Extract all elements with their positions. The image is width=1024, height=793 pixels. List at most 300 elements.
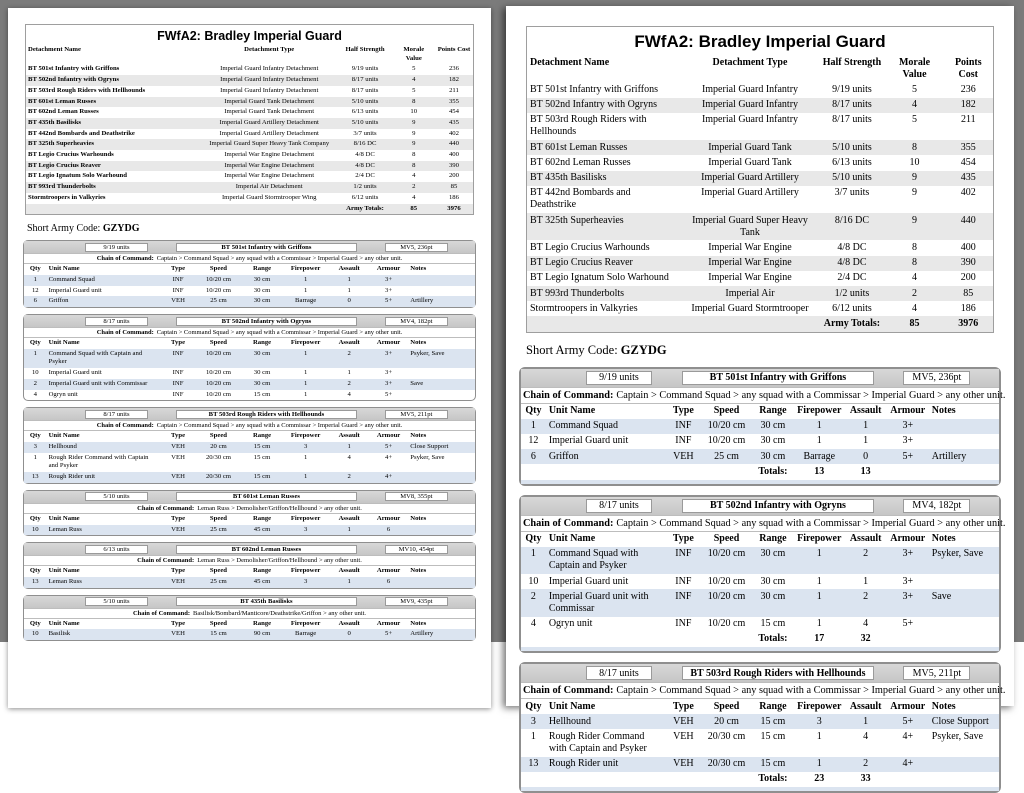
unit-totals-row [521,772,999,787]
chain-of-command [24,327,475,338]
table-cell: INF [675,618,692,630]
table-cell [929,632,999,647]
table-cell: Imperial Guard Artillery Detachment [219,118,319,126]
header-cell: Half Strength [822,56,882,68]
table-cell: Command Squad [48,275,95,283]
table-cell: BT Legio Crucius Reaver [28,161,101,169]
header-cell: Type [672,700,694,712]
table-cell: 9 [911,214,917,226]
detachment-units: 9/19 units [85,243,148,252]
table-cell: 182 [960,99,976,111]
table-cell: 10/20 cm [707,575,746,587]
table-cell: 186 [960,302,976,314]
table-row [24,453,475,472]
unit-body [24,629,475,640]
detachment-mv: MV4, 182pt [385,317,448,326]
table-cell: 211 [960,114,976,126]
chain-label: Chain of Command: [523,685,614,696]
header-cell: Points Cost [954,56,982,80]
table-cell: INF [172,349,184,357]
table-cell: 15 cm [760,715,786,727]
table-cell: 1 [816,618,822,630]
table-cell: VEH [673,758,694,770]
table-cell: Close Support [931,715,989,727]
table-cell: 4/8 DC [355,151,375,159]
table-cell: 3 [816,715,822,727]
table-cell: 25 cm [210,577,227,585]
table-cell: Stormtroopers in Valkyries [28,193,106,201]
table-cell: 8/17 units [351,76,379,84]
table-cell: Imperial Guard unit [48,286,102,294]
table-cell: 1 [816,435,822,447]
table-cell: 1 [816,420,822,432]
table-cell: 3+ [902,590,914,602]
table-cell: 5+ [385,442,393,450]
table-cell: 5/10 units [832,141,872,153]
table-row [521,449,999,464]
chain-of-command [24,608,475,619]
table-cell: Save [410,379,424,387]
table-cell: 9 [911,172,917,183]
unit-body [24,442,475,483]
header-cell: Unit Name [548,405,596,417]
header-cell: Detachment Type [712,56,788,68]
header-cell: Notes [931,405,956,417]
table-cell: 10/20 cm [707,420,746,432]
table-cell: 440 [960,214,976,226]
header-cell: Firepower [290,339,321,347]
table-cell: 1 [530,548,536,560]
table-cell: 1 [863,420,869,432]
table-cell: 20 cm [210,442,227,450]
table-row [521,714,999,729]
table-cell: 12 [528,435,539,447]
header-cell: Armour [376,339,401,347]
detachment-card [23,240,476,308]
header-cell: Unit Name [48,514,80,522]
detachment-header [24,408,475,420]
header-cell: Speed [209,432,228,440]
table-cell: Psyker, Save [410,349,445,357]
detachment-card [23,595,476,641]
table-cell: 3 [303,525,308,533]
header-cell: Speed [713,533,740,544]
table-row [26,150,473,161]
table-cell: 25 cm [210,525,227,533]
table-cell: 3 [303,442,308,450]
table-cell [682,316,819,331]
header-cell: Notes [410,619,427,627]
table-cell: INF [675,435,692,447]
table-cell: 4 [347,453,351,461]
table-cell: 32 [860,633,871,645]
header-cell: Assault [849,533,882,544]
table-cell: 1 [530,730,536,742]
table-cell: 3976 [447,204,461,212]
detachment-header [521,664,999,682]
table-footer-strip [521,787,999,791]
table-cell: Leman Russ [48,525,82,533]
table-cell: Command Squad [548,420,618,432]
detachment-mv: MV5, 211pt [903,666,970,680]
table-cell: INF [675,590,692,602]
table-cell: 15 cm [210,630,227,638]
header-cell: Morale Value [403,46,425,62]
table-cell [929,419,999,434]
table-cell [929,464,999,479]
header-cell: Firepower [290,514,321,522]
table-cell: BT 993rd Thunderbolts [28,183,96,191]
table-row [26,64,473,75]
table-cell: BT 503rd Rough Riders with Hellhounds [530,114,647,138]
table-cell: Imperial Guard Super Heavy Tank [692,214,808,238]
table-cell: Imperial Guard Artillery Detachment [219,129,319,137]
header-cell: Range [759,533,787,544]
table-cell: 1 [816,590,822,602]
table-cell: 15 cm [253,473,271,481]
table-cell: 6/12 units [832,302,872,314]
unit-body [521,714,999,772]
detachment-header [24,596,475,608]
table-cell: 10/20 cm [205,369,232,377]
table-cell [666,464,702,479]
table-cell: 2 [863,758,869,770]
table-cell: BT 442nd Bombards and Deathstrike [28,129,135,137]
table-cell: 4 [863,618,869,630]
table-cell: INF [172,286,184,294]
table-cell: Imperial Guard Infantry [701,99,799,111]
chain-of-command [24,555,475,566]
table-row [521,617,999,632]
table-cell: 4 [412,172,416,180]
table-cell: 45 cm [253,525,271,533]
table-cell: Imperial Guard unit [548,575,629,587]
header-cell: Range [759,700,787,712]
table-row [527,256,993,271]
detachment-card [23,407,476,484]
table-cell: 1 [347,286,351,294]
header-cell: Speed [209,514,228,522]
table-cell [201,204,337,215]
table-cell: 10/20 cm [205,349,232,357]
table-cell: BT Legio Ignatum Solo Warhound [530,272,669,284]
table-cell: Griffon [48,297,69,305]
table-cell: 4/8 DC [355,161,375,169]
table-cell: 23 [814,773,825,785]
table-cell: 1 [303,349,308,357]
table-cell: Close Support [410,442,449,450]
detachment-mv: MV5, 211pt [385,410,448,419]
header-cell: Notes [410,339,427,347]
header-cell: Qty [29,619,41,627]
table-cell: Imperial Guard Infantry Detachment [220,76,319,84]
table-row [527,98,993,113]
table-cell: 400 [448,151,459,159]
table-cell: BT 601st Leman Russes [530,141,628,153]
table-cell: BT 503rd Rough Riders with Hellhounds [28,86,146,94]
table-row [24,368,475,379]
table-cell [929,772,999,787]
table-cell: Stormtroopers in Valkyries [530,302,638,314]
table-cell: VEH [171,577,185,585]
table-cell: 3+ [902,575,914,587]
table-cell: 1 [530,420,536,432]
detachment-mv: MV8, 355pt [385,492,448,501]
chain-value: Captain > Command Squad > any squad with a Commissar > Imperial Guard > any other unit. [616,685,1006,696]
header-cell: Type [171,432,186,440]
table-cell [408,390,475,401]
table-cell: 4 [530,618,536,630]
header-cell: Assault [849,405,882,417]
header-cell: Range [252,432,272,440]
table-cell: 1 [303,379,308,387]
table-cell [521,464,546,479]
detachment-header [24,491,475,503]
header-cell: Firepower [797,405,842,417]
table-cell: INF [675,548,692,560]
table-cell: 3 [303,577,308,585]
table-cell: 1 [816,758,822,770]
header-cell: Qty [29,432,41,440]
header-cell: Qty [29,265,41,273]
header-cell: Morale Value [898,56,931,80]
table-cell [701,632,752,647]
table-cell: 30 cm [760,575,786,587]
table-cell: Ogryn unit [548,618,593,630]
table-cell: Imperial Guard Tank [708,141,792,153]
table-cell [887,632,929,647]
table-cell: Imperial Guard Infantry [701,83,799,95]
table-cell: 4+ [385,453,393,461]
table-row [24,296,475,307]
header-cell: Range [252,265,272,273]
table-cell: Imperial Air [725,287,775,299]
table-row [527,301,993,316]
table-row [527,271,993,286]
table-cell [666,772,702,787]
table-cell: 3+ [385,286,393,294]
table-cell: 10/20 cm [205,286,232,294]
table-cell: INF [172,369,184,377]
table-row [521,729,999,756]
header-cell: Assault [849,700,882,712]
table-cell: Rough Rider Command with Captain and Psyker [548,730,647,755]
table-row [527,155,993,170]
table-cell [408,525,475,536]
header-cell: Detachment Name [28,46,81,53]
table-cell: 355 [960,141,976,153]
unit-totals-row [521,632,999,647]
detachment-header [521,369,999,387]
table-cell: 15 cm [253,442,271,450]
header-cell: Firepower [797,533,842,544]
detachment-card [23,490,476,536]
roster-totals-row [26,204,473,215]
detachment-title: BT 501st Infantry with Griffons [176,243,356,252]
header-cell: Unit Name [548,700,596,712]
table-cell: 30 cm [253,297,271,305]
chain-value: Leman Russ > Demolisher/Griffon/Hellhound > any other unit. [197,557,362,565]
table-cell: Imperial War Engine Detachment [224,151,315,159]
army-code-label: Short Army Code: [526,342,618,357]
table-cell: 8 [911,241,917,253]
table-cell: Imperial Guard Tank Detachment [224,97,315,105]
table-cell: Artillery [410,297,434,305]
table-cell: 10 [410,108,418,116]
table-cell: 1 [347,369,351,377]
table-row [24,349,475,368]
table-cell: Imperial Guard Stormtrooper Wing [221,193,317,201]
table-cell: 2 [412,183,416,191]
chain-value: Basilisk/Bombard/Manticore/Deathstrike/Griffon > any other unit. [193,609,367,617]
header-cell: Speed [209,619,228,627]
detachment-title: BT 502nd Infantry with Ogryns [682,499,873,513]
table-cell: 10 [909,156,920,168]
table-cell: 0 [347,297,351,305]
table-footer-strip [521,647,999,651]
detachment-header [24,241,475,253]
table-row [521,757,999,772]
header-cell: Range [252,567,272,575]
table-cell [546,464,666,479]
table-cell: 30 cm [253,349,271,357]
header-cell: Type [171,339,186,347]
table-cell: VEH [171,525,185,533]
table-cell: 12 [31,286,39,294]
table-cell: 30 cm [760,548,786,560]
table-cell: 10/20 cm [205,275,232,283]
table-row [527,140,993,155]
table-cell: 9 [412,118,416,126]
table-cell: 8/17 units [832,99,872,111]
unit-table [24,264,475,307]
table-cell: 10/20 cm [707,548,746,560]
header-cell: Qty [29,514,41,522]
table-cell: BT 501st Infantry with Griffons [28,65,120,73]
table-cell: BT 325th Superheavies [28,140,95,148]
table-cell: 1 [33,453,37,461]
table-cell: Psyker, Save [931,548,984,560]
table-cell: 3+ [385,379,393,387]
table-cell: 3976 [958,317,979,329]
table-footer-strip [521,480,999,484]
detachment-header [521,497,999,515]
table-cell: Command Squad with Captain and Psyker [48,349,143,366]
table-row [24,629,475,640]
table-cell: BT Legio Ignatum Solo Warhound [28,172,127,180]
table-cell: 85 [963,287,974,299]
table-cell: 4 [33,390,37,398]
table-cell: 1 [863,435,869,447]
unit-table [24,566,475,587]
table-row [521,574,999,589]
table-cell: 8 [412,151,416,159]
header-cell: Armour [890,700,926,712]
detachment-mv: MV5, 236pt [385,243,448,252]
table-cell: 13 [860,465,871,477]
table-cell: 3+ [385,349,393,357]
detachment-title: BT 435th Basilisks [176,597,356,606]
detachment-title: BT 503rd Rough Riders with Hellhounds [682,666,873,680]
table-cell: 30 cm [253,369,271,377]
table-cell: 10 [31,525,39,533]
header-cell: Type [171,265,186,273]
table-cell: 3+ [902,435,914,447]
table-cell: 25 cm [210,297,227,305]
roster-header-row [26,45,473,64]
detachment-units: 8/17 units [586,499,653,513]
table-cell: 2 [347,473,351,481]
table-row [521,419,999,434]
table-cell: 1/2 units [353,183,377,191]
detachment-mv: MV9, 435pt [385,597,448,606]
table-cell [701,772,752,787]
table-cell: 10 [31,369,39,377]
header-cell: Notes [931,700,956,712]
table-cell: Barrage [295,630,317,638]
chain-label: Chain of Command: [132,609,190,617]
table-cell: 402 [448,129,459,137]
table-row [527,186,993,213]
header-cell: Half Strength [345,46,385,53]
table-row [24,472,475,483]
table-cell: Leman Russ [48,577,82,585]
chain-value: Leman Russ > Demolisher/Griffon/Hellhound > any other unit. [197,504,362,512]
table-cell: 8 [412,97,416,105]
header-cell: Armour [376,514,401,522]
table-cell: 30 cm [760,435,786,447]
table-cell: 10/20 cm [707,435,746,447]
table-cell: 10 [528,575,539,587]
table-cell: 3/7 units [834,187,870,199]
table-row [26,139,473,150]
table-cell: 355 [448,97,459,105]
header-cell: Assault [338,514,360,522]
chain-of-command [24,503,475,514]
table-row [26,118,473,129]
chain-of-command [521,387,1006,404]
roster-card [25,24,474,215]
table-row [521,434,999,449]
roster-header-row [527,55,993,82]
table-cell: Psyker, Save [931,730,984,742]
table-cell: BT Legio Crucius Warhounds [530,241,650,253]
roster-card [526,26,994,333]
chain-value: Captain > Command Squad > any squad with a Commissar > Imperial Guard > any other unit. [156,255,403,263]
table-cell [408,577,475,588]
header-cell: Speed [713,405,740,417]
table-cell: 8/16 DC [353,140,377,148]
table-cell: 20/30 cm [707,758,746,770]
table-cell: 4 [911,272,917,284]
table-cell: 1 [303,286,308,294]
table-row [24,577,475,588]
army-code-value: GZYDG [102,223,140,235]
table-cell: 5 [412,86,416,94]
table-row [527,286,993,301]
table-cell: 5/10 units [351,118,379,126]
header-cell: Firepower [290,265,321,273]
chain-label: Chain of Command: [96,329,154,337]
unit-header-row [521,699,999,714]
table-cell: 2 [347,349,351,357]
header-cell: Firepower [290,432,321,440]
detachment-mv: MV5, 236pt [903,371,970,385]
table-cell: 10/20 cm [707,590,746,602]
table-cell: 4 [347,390,351,398]
table-cell: 30 cm [760,450,786,462]
header-cell: Notes [410,567,427,575]
